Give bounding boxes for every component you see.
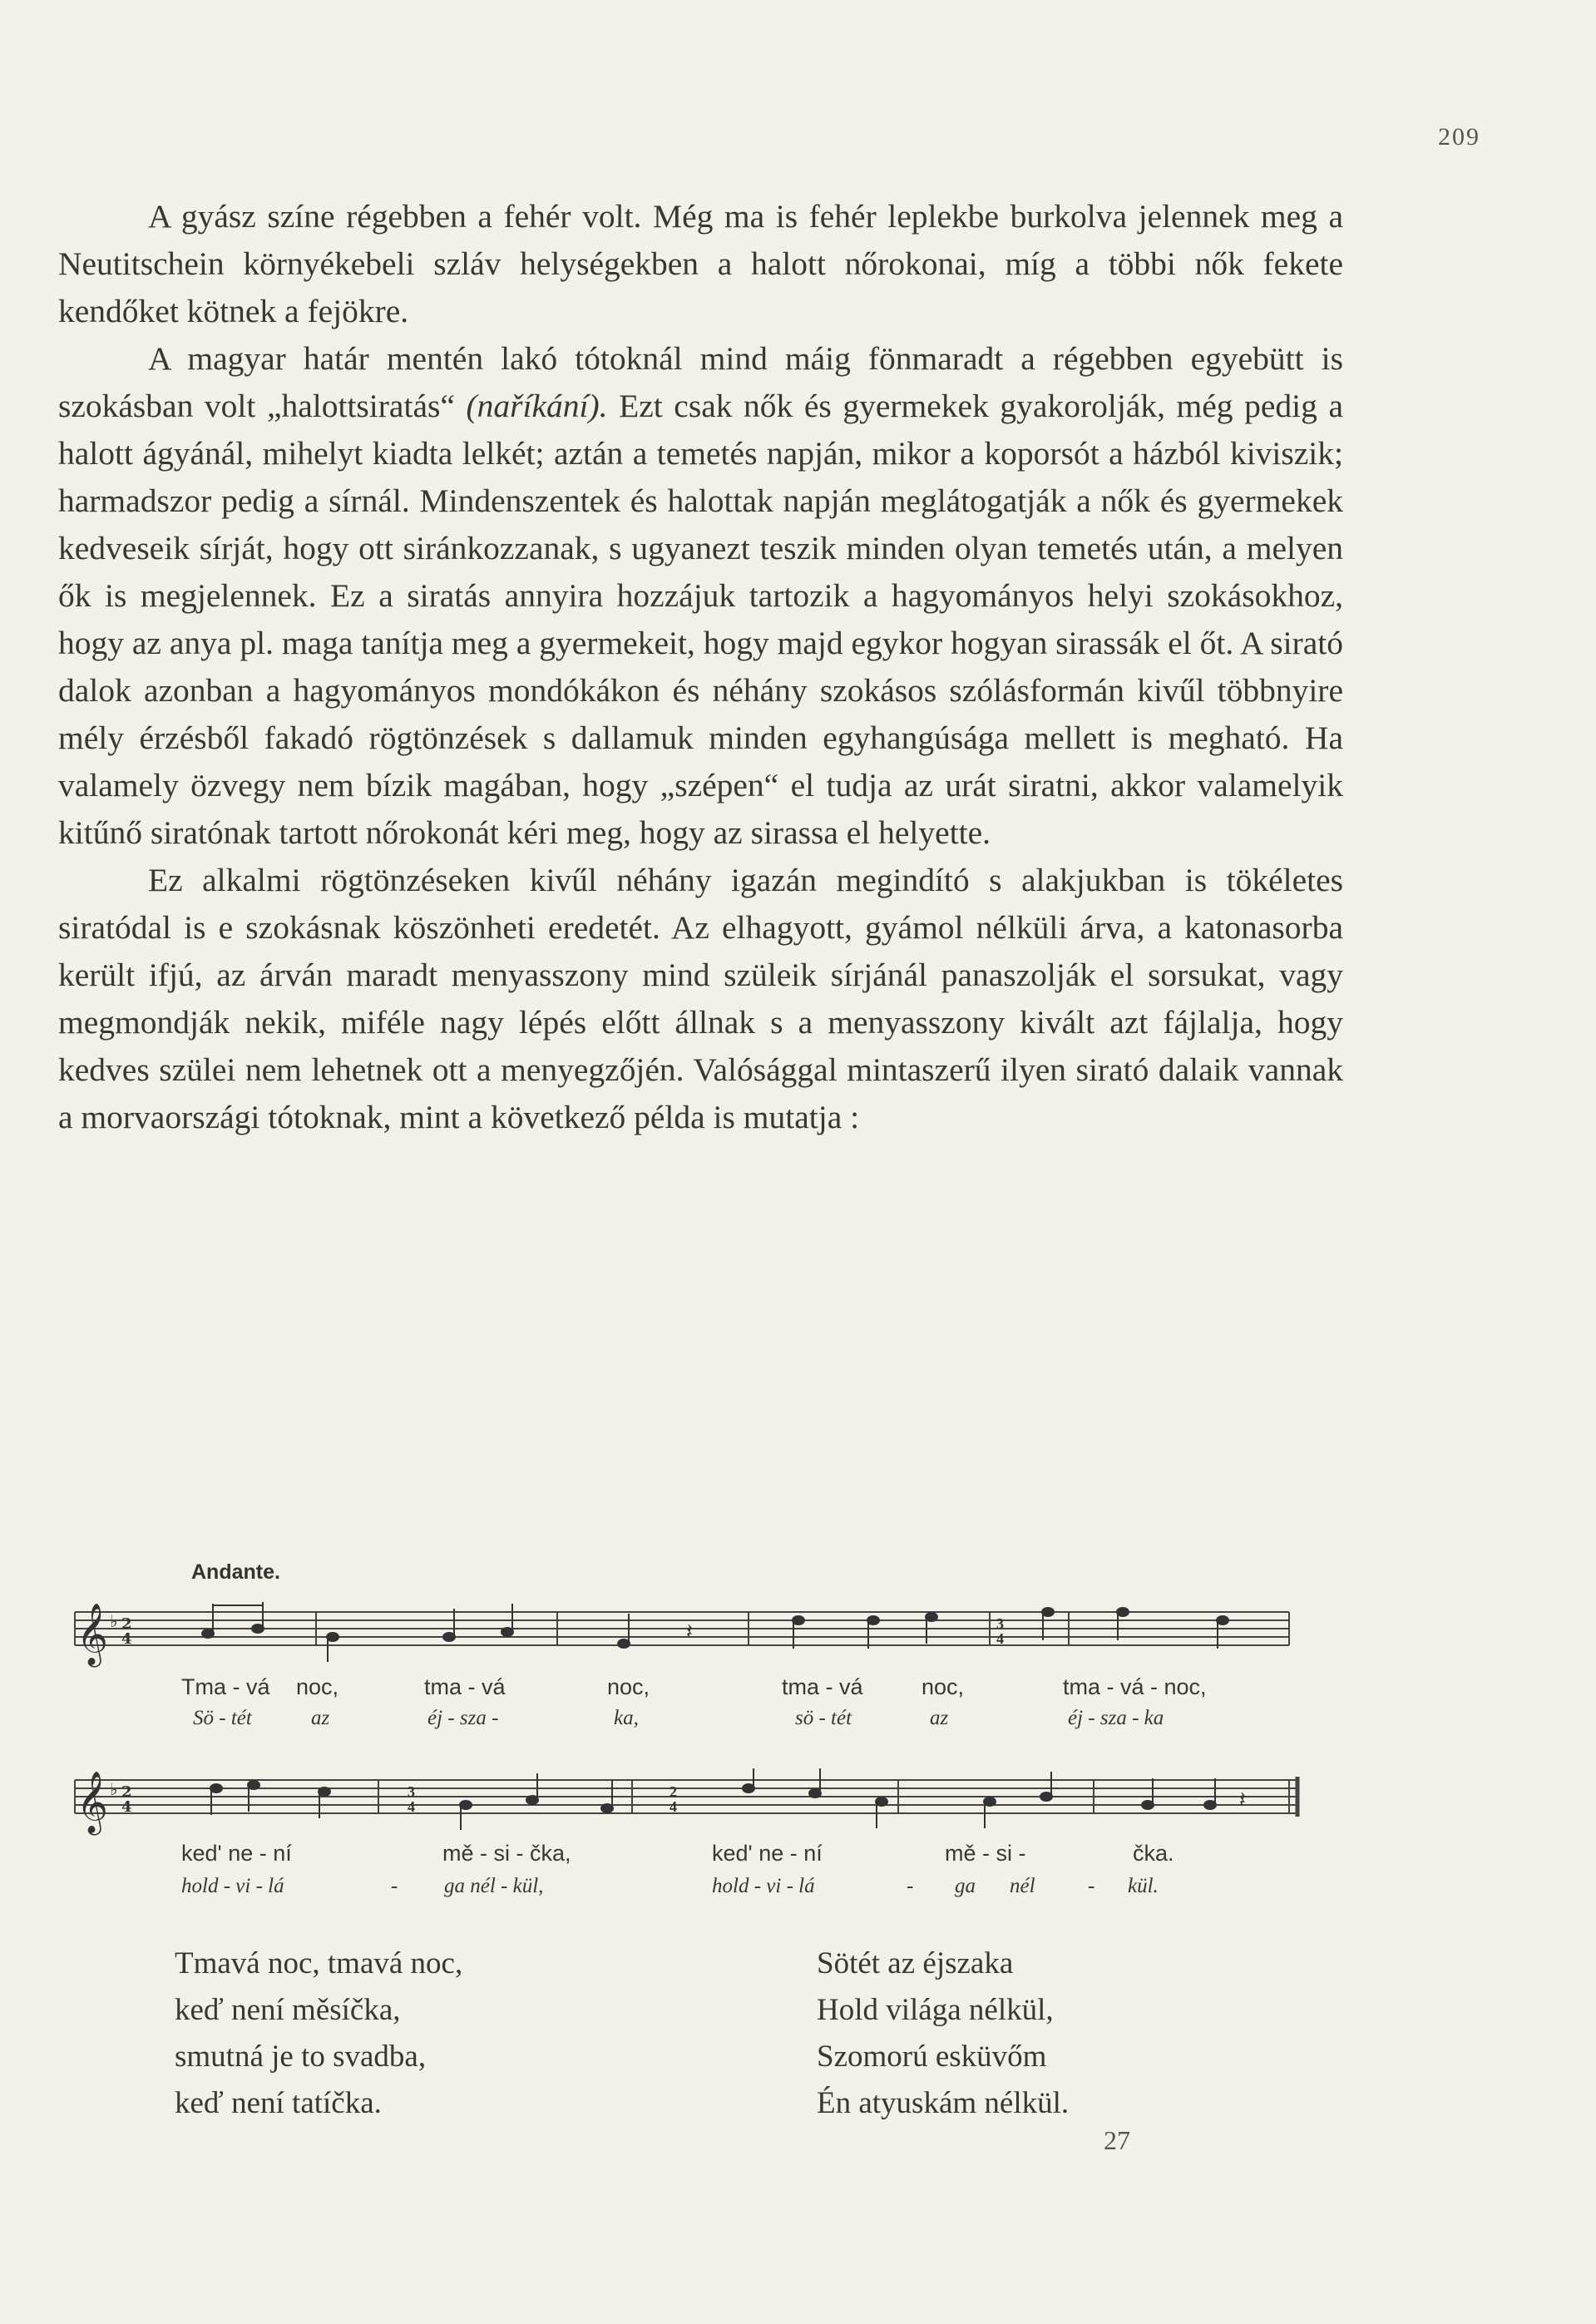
verse-line: Sötét az éjszaka — [817, 1946, 1014, 1980]
verse-line: Szomorú esküvőm — [817, 2040, 1047, 2074]
lyric-hungarian: ka, — [614, 1707, 639, 1729]
verse-czech — [175, 1941, 462, 2127]
music-staff-2 — [67, 1768, 1306, 1843]
paragraph-text: Ezt csak nők és gyermekek gyakorolják, még pedig a halott ágyánál, mihelyt kiadta lelkét; aztán a temetés napján, mikor a koporsót a házból kiviszik; harmadszor pedig a sírnál. Mindenszentek és halottak napján meglátogatják a nők és gyermekek kedveseik sírját, hogy ott siránkozzanak, s ugyanezt teszik minden olyan temetés után, a melyen ők is megjelennek. Ez a siratás annyira hozzájuk tartozik a hagyományos helyi szokásokhoz, hogy az anya pl. maga tanítja meg a gyermekeit, hogy majd egykor hogyan sirassák el őt. A sirató dalok azonban a hagyományos mondókákon és néhány szokásos szólásformán kivűl többnyire mély érzésből fakadó rögtönzések s dallamuk minden egyhangúsága mellett is megható. Ha valamely özvegy nem bízik magában, hogy „szépen“ el tudja az urát siratni, akkor valamelyik kitűnő siratónak tartott nőrokonát kéri meg, hogy az sirassa el helyette. — [58, 388, 1343, 851]
treble-clef-icon: 𝄞 — [77, 1772, 108, 1833]
verse-line: keď není tatíčka. — [175, 2086, 382, 2120]
verse-line: Én atyuskám nélkül. — [817, 2086, 1070, 2120]
paragraph — [58, 335, 1343, 857]
italic-term: (naříkání). — [466, 388, 608, 424]
svg-text:3: 3 — [408, 1783, 415, 1800]
lyric-czech: Tma - vá — [181, 1674, 270, 1699]
svg-text:2: 2 — [670, 1783, 677, 1800]
svg-text:2: 2 — [121, 1783, 132, 1801]
lyric-hungarian: - — [391, 1875, 398, 1897]
lyric-czech: tma - vá - noc, — [1063, 1674, 1207, 1699]
lyric-czech: noc, — [296, 1674, 339, 1699]
lyric-czech: noc, — [607, 1674, 650, 1699]
svg-text:𝄽: 𝄽 — [1239, 1788, 1246, 1812]
paragraph — [58, 857, 1343, 1141]
verse-line: Tmavá noc, tmavá noc, — [175, 1946, 463, 1980]
tempo-marking: Andante. — [191, 1560, 280, 1584]
verse-line: keď není měsíčka, — [175, 1993, 401, 2027]
svg-text:4: 4 — [408, 1798, 415, 1815]
lyric-czech: čka. — [1133, 1841, 1174, 1866]
svg-text:4: 4 — [121, 1630, 132, 1648]
paragraph-text: A gyász színe régebben a fehér volt. Még ma is fehér leplekbe burkolva jelennek meg a Neutitschein környékebeli szláv helységekben a halott nőrokonai, míg a többi nők fekete kendőket kötnek a fejökre. — [58, 198, 1343, 329]
lyric-hungarian: Sö - tét — [193, 1707, 252, 1729]
lyric-hungarian: - — [1088, 1875, 1095, 1897]
music-staff-1 — [67, 1600, 1297, 1675]
lyric-czech: ked' ne - ní — [712, 1841, 823, 1866]
svg-text:4: 4 — [670, 1798, 677, 1815]
lyric-czech: noc, — [922, 1674, 965, 1699]
signature-mark: 27 — [1104, 2125, 1130, 2155]
body-text — [58, 193, 1343, 1141]
lyric-hungarian: az — [930, 1707, 949, 1729]
verse-line: Hold világa nélkül, — [817, 1993, 1054, 2027]
svg-text:3: 3 — [996, 1615, 1004, 1632]
lyric-czech: tma - vá — [782, 1674, 863, 1699]
paragraph-text: Ez alkalmi rögtönzéseken kivűl néhány igazán megindító s alakjukban is tökéletes siratódal is e szokásnak köszönheti eredetét. Az elhagyott, gyámol nélküli árva, a katonasorba került ifjú, az árván maradt menyasszony mind szüleik sírjánál panaszolják el sorsukat, vagy megmondják nekik, miféle nagy lépés előtt állnak s a menyasszony kivált azt fájlalja, hogy kedves szülei nem lehetnek ott a menyegzőjén. Valósággal mintaszerű ilyen sirató dalaik vannak a morvaországi tótoknak, mint a következő példa is mutatja : — [58, 862, 1343, 1135]
lyric-czech: ked' ne - ní — [181, 1841, 292, 1866]
svg-text:4: 4 — [121, 1798, 132, 1816]
lyric-hungarian: nél — [1010, 1875, 1035, 1897]
lyric-hungarian: - — [907, 1875, 914, 1897]
lyric-hungarian: hold - vi - lá — [712, 1875, 815, 1897]
verse-hungarian — [817, 1941, 1069, 2127]
page-number: 209 — [1438, 123, 1480, 151]
lyric-hungarian: kül. — [1128, 1875, 1159, 1897]
svg-text:𝄽: 𝄽 — [686, 1619, 693, 1644]
svg-text:4: 4 — [996, 1630, 1004, 1647]
svg-text:♭: ♭ — [110, 1611, 118, 1631]
svg-text:♭: ♭ — [110, 1779, 118, 1799]
treble-clef-icon: 𝄞 — [77, 1604, 108, 1665]
lyric-czech: mě - si - — [945, 1841, 1026, 1866]
svg-text:2: 2 — [121, 1615, 132, 1633]
lyric-hungarian: hold - vi - lá — [181, 1875, 284, 1897]
lyric-czech: tma - vá — [424, 1674, 506, 1699]
verse-line: smutná je to svadba, — [175, 2040, 427, 2074]
lyric-hungarian: az — [311, 1707, 330, 1729]
lyric-hungarian: ga — [955, 1875, 976, 1897]
lyric-hungarian: sö - tét — [795, 1707, 852, 1729]
paragraph — [58, 193, 1343, 335]
lyric-hungarian: éj - sza - ka — [1068, 1707, 1164, 1729]
lyric-czech: mě - si - čka, — [442, 1841, 571, 1866]
lyric-hungarian: ga nél - kül, — [444, 1875, 544, 1897]
lyric-hungarian: éj - sza - — [427, 1707, 499, 1729]
paragraph-text: A magyar határ mentén lakó tótoknál mind máig fönmaradt a régebben egyebütt is szokásban volt „halottsiratás“ — [58, 340, 1343, 424]
